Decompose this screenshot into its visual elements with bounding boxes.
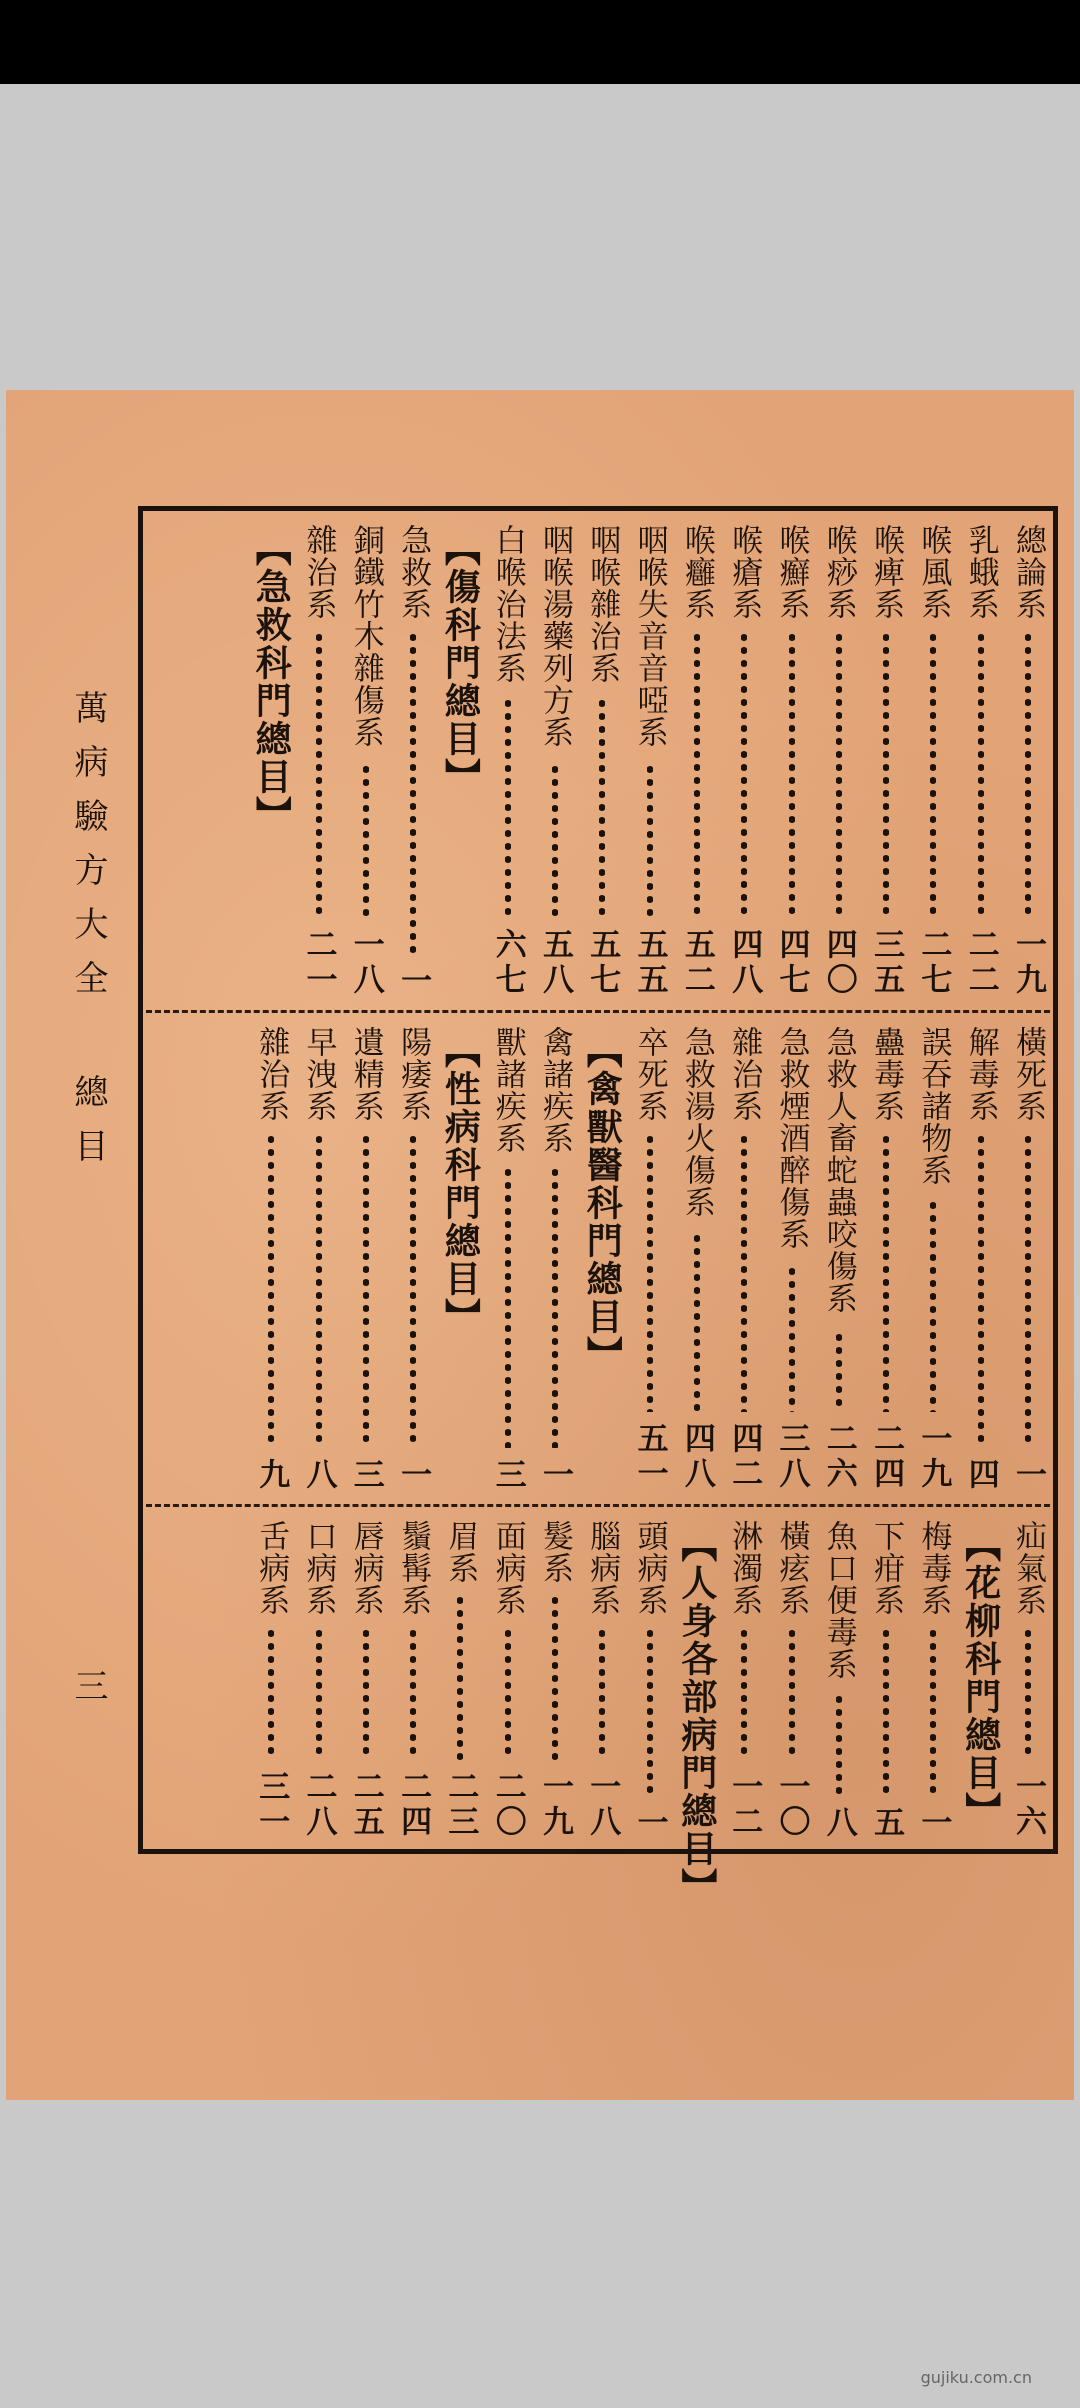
toc-entry-title: 咽喉湯藥列方系: [537, 524, 573, 748]
toc-entry-page: 三一: [253, 1770, 290, 1840]
toc-entry-title: 橫死系: [1010, 1026, 1046, 1122]
toc-entry-page: 二六: [820, 1422, 857, 1492]
toc-entry-title: 頭病系: [631, 1520, 668, 1616]
dot-leader: [552, 1166, 558, 1448]
toc-entry-page: 一: [537, 1458, 573, 1493]
toc-entry-title: 銅鐵竹木雜傷系: [347, 524, 384, 748]
dot-leader: [836, 631, 842, 918]
dot-leader: [647, 763, 653, 918]
toc-entry-page: 三八: [773, 1422, 810, 1492]
dot-leader: [457, 1594, 463, 1760]
toc-entry-page: 五八: [537, 928, 573, 998]
toc-entry-page: 八: [820, 1806, 857, 1841]
dot-leader: [363, 1627, 369, 1760]
dot-leader: [599, 697, 605, 918]
dot-leader: [316, 1627, 322, 1760]
dot-leader: [363, 1133, 369, 1448]
toc-entry-page: 五一: [631, 1422, 668, 1492]
toc-entry-title: 下疳系: [868, 1520, 905, 1616]
toc-entry-page: 四七: [773, 928, 810, 998]
toc-entry-title: 急救煙酒醉傷系: [773, 1026, 810, 1250]
toc-entry-title: 總論系: [1010, 524, 1046, 620]
toc-entry-page: 二八: [300, 1770, 337, 1840]
toc-entry-page: 一八: [584, 1770, 621, 1840]
section-heading: 【禽獸醫科門總目】: [581, 1032, 624, 1374]
section-heading: 【人身各部病門總目】: [675, 1526, 718, 1906]
toc-entry-page: 五五: [631, 928, 668, 998]
toc-entry-page: 五二: [678, 928, 715, 998]
dot-leader: [883, 1627, 889, 1796]
tier-divider: [146, 1010, 1050, 1013]
toc-entry-title: 白喉治法系: [489, 524, 526, 684]
toc-entry-title: 疝氣系: [1010, 1520, 1046, 1616]
running-head: 萬病驗方大全 總目: [68, 690, 108, 1182]
toc-entry-page: 二四: [395, 1770, 432, 1840]
dot-leader: [647, 1133, 653, 1412]
toc-entry-page: 三五: [868, 928, 905, 998]
dot-leader: [789, 1627, 795, 1760]
toc-entry-title: 誤吞諸物系: [915, 1026, 952, 1186]
toc-entry-page: 一九: [915, 1422, 952, 1492]
toc-entry-page: 二〇: [489, 1770, 526, 1840]
toc-entry-page: 八: [300, 1458, 337, 1493]
toc-entry-page: 一: [631, 1806, 668, 1841]
toc-entry-title: 急救系: [395, 524, 432, 620]
dot-leader: [741, 1627, 747, 1760]
toc-entry-page: 四〇: [820, 928, 857, 998]
dot-leader: [316, 1133, 322, 1448]
status-bar: [0, 0, 1080, 84]
dot-leader: [363, 763, 369, 918]
dot-leader: [930, 1199, 936, 1412]
toc-entry-page: 二四: [868, 1422, 905, 1492]
toc-entry-page: 一九: [1010, 928, 1046, 998]
dot-leader: [694, 1232, 700, 1412]
dot-leader: [599, 1627, 605, 1760]
toc-entry-title: 急救人畜蛇蟲咬傷系: [820, 1026, 857, 1314]
dot-leader: [978, 631, 984, 918]
toc-entry-title: 早洩系: [300, 1026, 337, 1122]
toc-entry-title: 解毒系: [962, 1026, 999, 1122]
dot-leader: [741, 631, 747, 918]
toc-entry-page: 九: [253, 1458, 290, 1493]
tier-divider: [146, 1504, 1050, 1507]
section-heading: 【傷科門總目】: [439, 530, 482, 796]
toc-entry-title: 髮系: [537, 1520, 573, 1584]
section-heading: 【花柳科門總目】: [959, 1526, 1002, 1830]
toc-entry-title: 淋濁系: [726, 1520, 763, 1616]
dot-leader: [316, 631, 322, 918]
toc-entry-title: 陽痿系: [395, 1026, 432, 1122]
toc-entry-title: 乳蛾系: [962, 524, 999, 620]
toc-entry-title: 喉癬系: [773, 524, 810, 620]
toc-entry-page: 三: [347, 1458, 384, 1493]
toc-entry-title: 舌病系: [253, 1520, 290, 1616]
toc-entry-title: 魚口便毒系: [820, 1520, 857, 1680]
toc-entry-page: 五: [868, 1806, 905, 1841]
dot-leader: [694, 631, 700, 918]
toc-entry-page: 一八: [347, 928, 384, 998]
toc-entry-title: 眉系: [442, 1520, 479, 1584]
toc-entry-title: 橫痃系: [773, 1520, 810, 1616]
dot-leader: [505, 1166, 511, 1448]
dot-leader: [930, 631, 936, 918]
toc-entry-title: 口病系: [300, 1520, 337, 1616]
toc-entry-title: 卒死系: [631, 1026, 668, 1122]
dot-leader: [789, 1265, 795, 1412]
toc-entry-page: 一二: [726, 1770, 763, 1840]
toc-entry-page: 三: [489, 1458, 526, 1493]
toc-entry-page: 二七: [915, 928, 952, 998]
dot-leader: [883, 1133, 889, 1412]
dot-leader: [883, 631, 889, 918]
dot-leader: [1025, 1133, 1031, 1448]
toc-entry-page: 一: [395, 964, 432, 999]
folio: 三: [68, 1668, 108, 1702]
dot-leader: [836, 1693, 842, 1796]
dot-leader: [410, 631, 416, 954]
toc-entry-page: 六七: [489, 928, 526, 998]
toc-entry-page: 一〇: [773, 1770, 810, 1840]
toc-entry-title: 喉癰系: [678, 524, 715, 620]
toc-entry-page: 二二: [962, 928, 999, 998]
section-heading: 【性病科門總目】: [439, 1032, 482, 1336]
toc-entry-title: 遺精系: [347, 1026, 384, 1122]
toc-entry-page: 五七: [584, 928, 621, 998]
toc-entry-title: 喉痧系: [820, 524, 857, 620]
toc-entry-page: 二一: [300, 928, 337, 998]
dot-leader: [268, 1627, 274, 1760]
toc-entry-page: 一九: [537, 1770, 573, 1840]
toc-entry-page: 一: [915, 1806, 952, 1841]
toc-entry-title: 獸諸疾系: [489, 1026, 526, 1154]
watermark: gujiku.com.cn: [920, 2368, 1032, 2387]
toc-entry-page: 一: [395, 1458, 432, 1493]
toc-entry-title: 喉風系: [915, 524, 952, 620]
toc-entry-page: 四八: [678, 1422, 715, 1492]
toc-entry-title: 雜治系: [726, 1026, 763, 1122]
dot-leader: [930, 1627, 936, 1796]
dot-leader: [268, 1133, 274, 1448]
toc-entry-title: 雜治系: [253, 1026, 290, 1122]
dot-leader: [505, 697, 511, 918]
section-heading: 【急救科門總目】: [250, 530, 293, 834]
toc-entry-page: 一六: [1010, 1770, 1046, 1840]
toc-entry-title: 喉痺系: [868, 524, 905, 620]
toc-entry-page: 四二: [726, 1422, 763, 1492]
toc-entry-title: 唇病系: [347, 1520, 384, 1616]
dot-leader: [552, 763, 558, 918]
toc-entry-page: 四八: [726, 928, 763, 998]
toc-entry-title: 咽喉失音音啞系: [631, 524, 668, 748]
dot-leader: [836, 1331, 842, 1412]
dot-leader: [552, 1594, 558, 1760]
dot-leader: [505, 1627, 511, 1760]
toc-entry-title: 面病系: [489, 1520, 526, 1616]
toc-entry-title: 喉瘡系: [726, 524, 763, 620]
dot-leader: [1025, 631, 1031, 918]
toc-entry-title: 雜治系: [300, 524, 337, 620]
toc-entry-title: 禽諸疾系: [537, 1026, 573, 1154]
toc-entry-title: 腦病系: [584, 1520, 621, 1616]
toc-entry-title: 梅毒系: [915, 1520, 952, 1616]
toc-entry-page: 二五: [347, 1770, 384, 1840]
toc-entry-page: 二三: [442, 1770, 479, 1840]
toc-entry-title: 鬚髯系: [395, 1520, 432, 1616]
dot-leader: [410, 1133, 416, 1448]
dot-leader: [1025, 1627, 1031, 1760]
toc-entry-page: 一: [1010, 1458, 1046, 1493]
dot-leader: [789, 631, 795, 918]
dot-leader: [741, 1133, 747, 1412]
toc-entry-title: 蠱毒系: [868, 1026, 905, 1122]
dot-leader: [410, 1627, 416, 1760]
toc-entry-title: 咽喉雜治系: [584, 524, 621, 684]
toc-entry-page: 四: [962, 1458, 999, 1493]
dot-leader: [647, 1627, 653, 1796]
toc-entry-title: 急救湯火傷系: [678, 1026, 715, 1218]
dot-leader: [978, 1133, 984, 1448]
